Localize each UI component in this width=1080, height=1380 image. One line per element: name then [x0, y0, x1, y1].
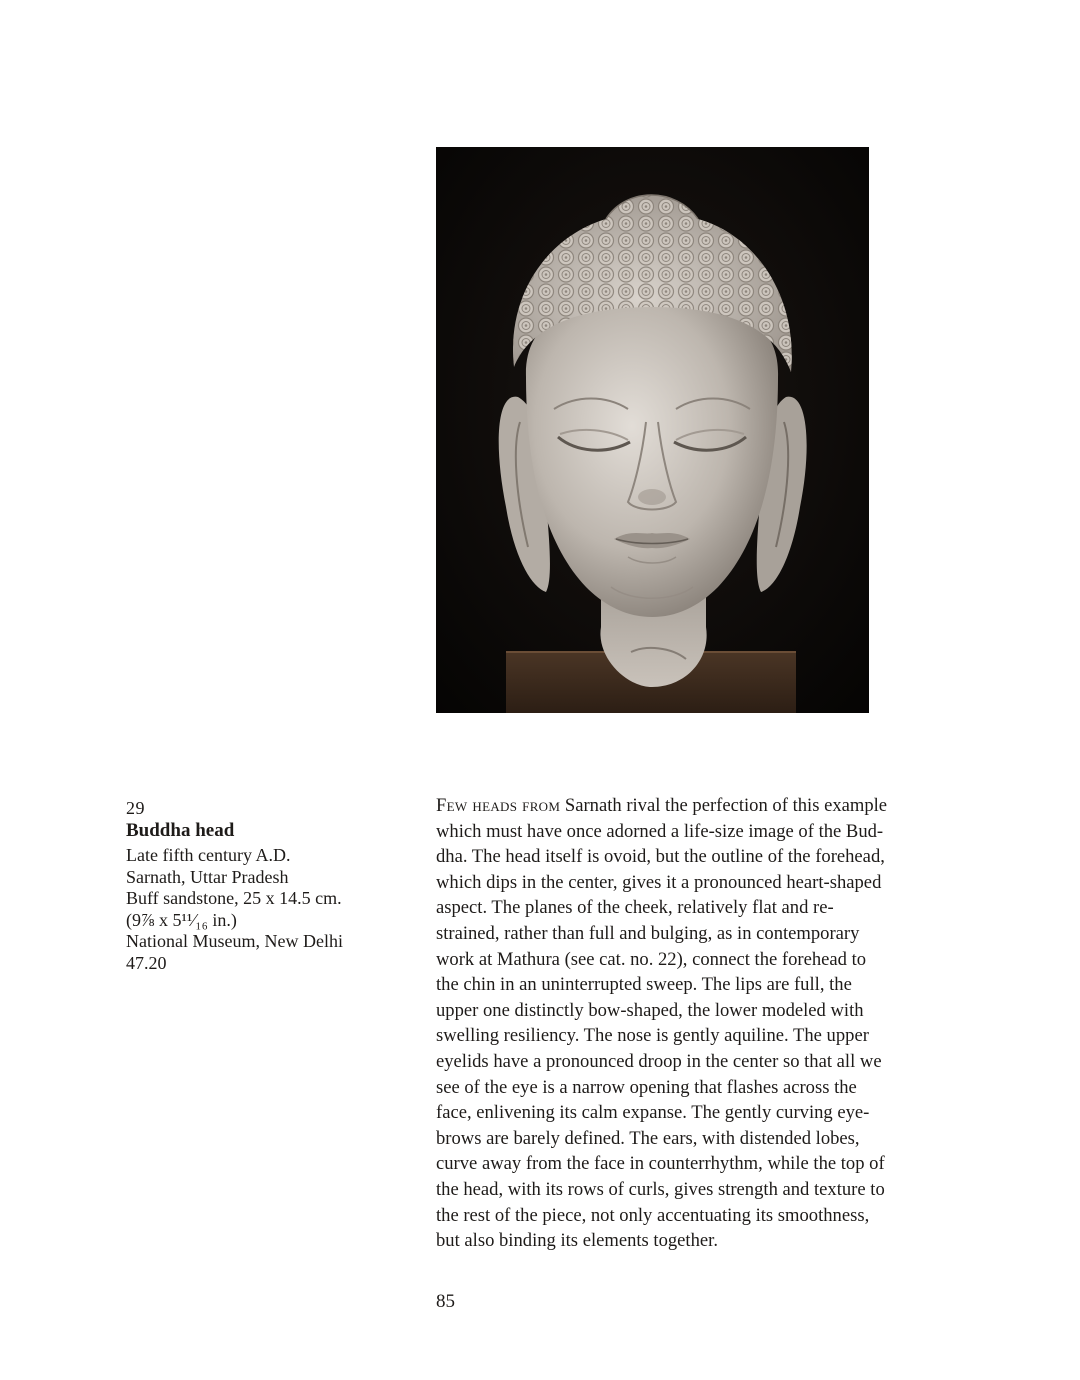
body-line: upper one distinctly bow-shaped, the lower modeled with [436, 999, 864, 1021]
buddha-head-image [436, 147, 869, 713]
sculpture-photograph [436, 147, 869, 713]
body-line: brows are barely defined. The ears, with distended lobes, [436, 1127, 860, 1149]
body-line: face, enlivening its calm expanse. The gently curving eye- [436, 1102, 870, 1124]
caption-material-dimensions: Buff sandstone, 25 x 14.5 cm. [126, 888, 342, 908]
body-line: eyelids have a pronounced droop in the center so that all we [436, 1050, 882, 1072]
catalogue-number: 29 [126, 798, 145, 818]
lead-in-rest: Sarnath rival the perfection of this example [560, 795, 888, 816]
body-line: curve away from the face in counterrhythm, while the top of [436, 1153, 885, 1175]
lead-in-smallcaps: Few heads from [436, 795, 561, 816]
catalogue-caption [126, 797, 396, 974]
body-line: which dips in the center, gives it a pronounced heart-shaped [436, 871, 882, 893]
caption-collection: National Museum, New Delhi [126, 931, 343, 951]
page-number: 85 [436, 1291, 455, 1312]
caption-date: Late fifth century A.D. [126, 845, 291, 865]
caption-accession-number: 47.20 [126, 952, 167, 973]
body-line [436, 793, 956, 819]
body-line: the chin in an uninterrupted sweep. The lips are full, the [436, 974, 852, 996]
body-paragraph [436, 793, 956, 1254]
body-line: see of the eye is a narrow opening that flashes across the [436, 1076, 857, 1098]
body-line: work at Mathura (see cat. no. 22), connect the forehead to [436, 948, 867, 970]
body-line: but also binding its elements together. [436, 1230, 718, 1252]
body-line: aspect. The planes of the cheek, relatively flat and re- [436, 897, 834, 919]
body-line: which must have once adorned a life-size image of the Bud- [436, 820, 884, 842]
body-line: the head, with its rows of curls, gives strength and texture to [436, 1178, 885, 1200]
body-line: strained, rather than full and bulging, as in contemporary [436, 922, 860, 944]
body-line: swelling resiliency. The nose is gently aquiline. The upper [436, 1025, 869, 1047]
object-title: Buddha head [126, 820, 235, 841]
body-line: dha. The head itself is ovoid, but the outline of the forehead, [436, 846, 885, 868]
caption-provenance: Sarnath, Uttar Pradesh [126, 866, 289, 887]
caption-dimensions-inches: (9⅞ x 5¹¹⁄₁₆ in.) [126, 909, 237, 930]
body-line: the rest of the piece, not only accentuating its smoothness, [436, 1204, 870, 1226]
